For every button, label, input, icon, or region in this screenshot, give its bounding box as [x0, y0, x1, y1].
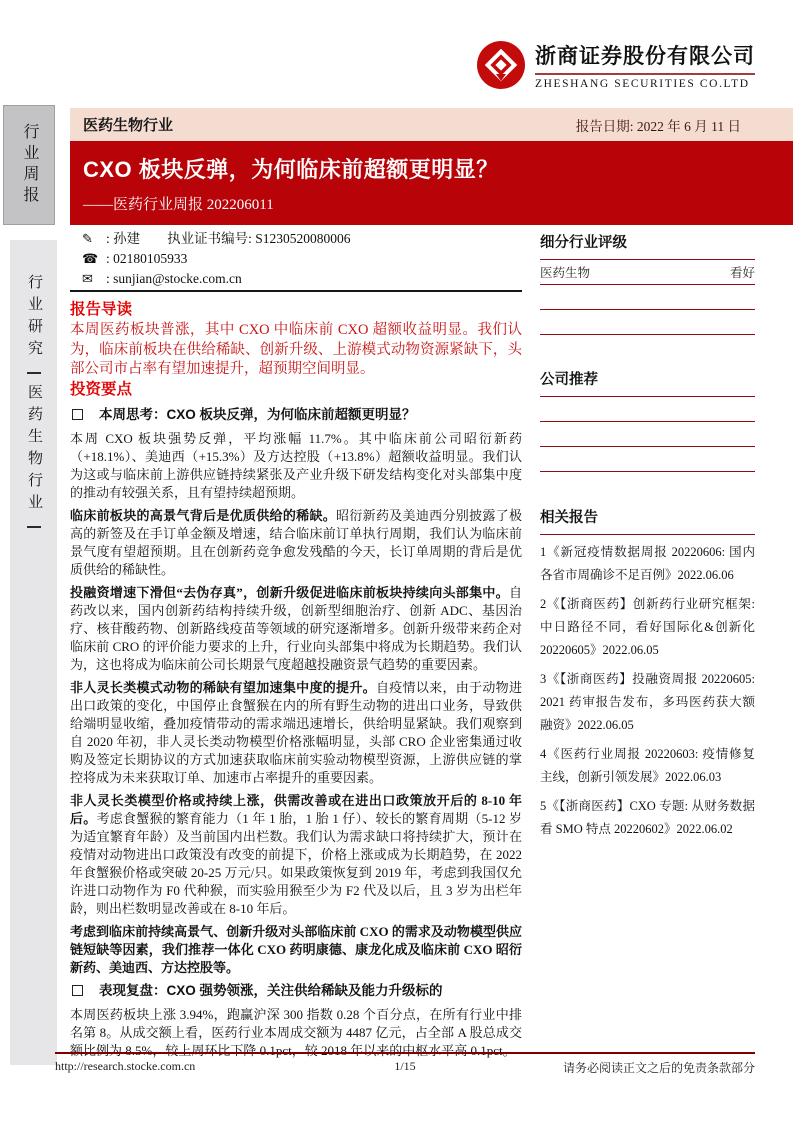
paragraph-lead-bold: 临床前板块的高景气背后是优质供给的稀缺。 [70, 508, 337, 523]
paragraph-rest: 自疫情以来，由于动物进出口政策的变化，中国停止食蟹猴在内的所有野生动物的进出口业务，导致供给端明显收缩，叠加疫情带动的需求端迅速增长，供给明显紧缺。我们观察到自 2020 年初，非人灵长类动物模型价格涨幅明显，头部 CRO 企业密集通过收购及签定长期协议的方式加速获取临床前实验动物模型资源，上游供应链的掌控将成为未来获取订单、加速市占率提升的重要因素。 [70, 680, 522, 785]
zheshang-logo-icon [477, 41, 525, 89]
main-body [70, 381, 522, 1065]
related-report-link[interactable]: 3《【浙商医药】投融资周报 20220605: 2021 药审报告发布，多玛医药获大额融资》2022.06.05 [540, 672, 755, 732]
divider-line [70, 290, 522, 292]
analyst-email[interactable]: : sunjian@stocke.com.cn [106, 271, 242, 286]
paragraph-primate-price [70, 792, 522, 918]
analyst-phone-row [82, 249, 351, 269]
paragraph-funding-upgrade [70, 584, 522, 674]
footer-disclaimer: 请务必阅读正文之后的免责条款部分 [562, 1061, 755, 1075]
section-title-text: 表现复盘：CXO 强势领涨，关注供给稀缺及能力升级标的 [99, 983, 443, 998]
section-title-weekly-thoughts [70, 406, 522, 424]
related-report-link[interactable]: 4《医药行业周报 20220603: 疫情修复主线，创新引领发展》2022.06.03 [540, 747, 755, 784]
sidebar-report-type-badge [3, 105, 55, 225]
rating-row [540, 260, 755, 285]
subindustry-rating-heading: 细分行业评级 [540, 231, 755, 260]
mail-icon: ✉ [82, 271, 93, 286]
paragraph-lead-bold: 非人灵长类模式动物的稀缺有望加速集中度的提升。 [70, 680, 376, 695]
paragraph-rest: 考虑食蟹猴的繁育能力（1 年 1 胎，1 胎 1 仔）、较长的繁育周期（5-12 岁为适宜繁育年龄）及当前国内出栏数。我们认为需求缺口将持续扩大，预计在疫情对动物进出口政策没有改变的前提下，价格上涨或成为长期趋势，在 2022 年食蟹猴价格或突破 20-25 万元/只。如果政策恢复到 2019 年，考虑到我国仅允许进口动物作为 F0 代种猴，而实验用猴至少为 F2 代及以后，且 3 岁为出栏年龄，则出栏数明显改善或在 8-10 年后。 [70, 811, 522, 916]
rating-row-empty [540, 285, 755, 310]
logo-text [535, 40, 755, 90]
paragraph-market-performance: 本周医药板块上涨 3.94%，跑赢沪深 300 指数 0.28 个百分点，在所有行业中排名第 8。从成交额上看，医药行业本周成交额为 4487 亿元，占全部 A 股总成交额比例为 8.5%，较上周环比下降 0.1pct，较 2018 年以来的中枢水平高 0.1pct。 [70, 1007, 522, 1058]
keypoints-heading: 投资要点 [70, 381, 133, 398]
recommend-row-empty [540, 422, 755, 447]
vertical-divider [27, 526, 41, 528]
bullet-square-icon [72, 409, 83, 420]
section-title-text: 本周思考：CXO 板块反弹，为何临床前超额更明显？ [99, 407, 416, 422]
related-report-link[interactable]: 5《【浙商医药】CXO 专题: 从财务数据看 SMO 特点 20220602》2022.06.02 [540, 799, 755, 836]
bullet-square-icon [72, 985, 83, 996]
rating-value: 看好 [729, 266, 755, 280]
related-report-link[interactable]: 1《新冠疫情数据周报 20220606: 国内各省市周确诊不足百例》2022.06.06 [540, 545, 755, 582]
report-title: CXO 板块反弹，为何临床前超额更明显？ [83, 157, 499, 182]
analyst-name-and-cert: : 孙建 执业证书编号: S1230520080006 [106, 231, 351, 246]
analyst-name-row [82, 229, 351, 249]
paragraph-cxo-rebound: 本周 CXO 板块强势反弹，平均涨幅 11.7%。其中临床前公司昭衍新药（+18.1%）、美迪西（+15.3%）及方达控股（+13.8%）超额收益明显。我们认为这或与临床前上游供应链持续紧张及产业升级下研发结构变化对头部集中度的推动有较强关系，且有望持续超预期。 [70, 431, 522, 500]
lead-heading: 报告导读 [70, 301, 133, 318]
report-date: 报告日期: 2022 年 6 月 11 日 [575, 118, 741, 134]
paragraph-primate-scarcity [70, 679, 522, 787]
company-recommendation-heading: 公司推荐 [540, 368, 755, 397]
related-reports-heading: 相关报告 [540, 506, 755, 535]
footer-divider-line [55, 1052, 755, 1054]
paragraph-supply-scarcity [70, 507, 522, 579]
rating-industry-name: 医药生物 [540, 266, 591, 280]
paragraph-rest: 昭衍新药及美迪西分别披露了极高的新签及在手订单金额及增速，结合临床前订单执行周期，我们认为临床前景气度有望超预期。且在创新药竞争愈发残酷的今天，长订单周期的背后是优质供给的稀缺性。 [70, 508, 522, 577]
analyst-email-row [82, 269, 351, 289]
title-banner [70, 141, 793, 225]
sidebar-category-strip [10, 240, 57, 1065]
right-column [540, 231, 755, 841]
industry-band [70, 108, 793, 141]
sidebar-badge-label: 行业周报 [21, 123, 38, 207]
company-logo [477, 40, 755, 90]
paragraph-recommendation [70, 923, 522, 977]
recommend-row-empty [540, 397, 755, 422]
paragraph-rest: 自药改以来，国内创新药结构持续升级，创新型细胞治疗、创新 ADC、基因治疗、核苷酸药物、创新路线疫苗等领域的研究逐渐增多。创新升级带来药企对临床前 CRO 的评价能力要求的上升，行业向头部集中将成为长期趋势。我们认为，这也将成为临床前公司长期景气度超越投融资景气趋势的重要因素。 [70, 585, 522, 672]
rating-row-empty [540, 310, 755, 335]
report-subtitle: ——医药行业周报 202206011 [83, 197, 274, 213]
sidebar-research-label: 行业研究 [26, 274, 42, 362]
paragraph-all-bold: 考虑到临床前持续高景气、创新升级对头部临床前 CXO 的需求及动物模型供应链短缺等因素，我们推荐一体化 CXO 药明康德、康龙化成及临床前 CXO 昭衍新药、美迪西、方达控股等。 [70, 924, 522, 975]
lead-text: 本周医药板块普涨，其中 CXO 中临床前 CXO 超额收益明显。我们认为，临床前板块在供给稀缺、创新升级、上游模式动物资源紧缺下，头部公司市占率有望加速提升，超预期空间明显。 [70, 322, 522, 377]
related-report-link[interactable]: 2《【浙商医药】创新药行业研究框架: 中日路径不同，看好国际化&创新化 20220605》2022.06.05 [540, 597, 755, 657]
paragraph-lead-bold: 非人灵长类模型价格或持续上涨，供需改善或在进出口政策放开后的 8-10 年后。 [70, 793, 522, 826]
phone-icon: ☎ [82, 251, 99, 266]
analyst-phone: : 02180105933 [106, 251, 188, 266]
recommend-row-empty [540, 447, 755, 472]
footer-research-url[interactable]: http://research.stocke.com.cn [55, 1059, 196, 1073]
sidebar-industry-label: 医药生物行业 [26, 384, 42, 516]
section-title-performance-review [70, 982, 522, 1000]
paragraph-lead-bold: 投融资增速下滑但“去伪存真”，创新升级促进临床前板块持续向头部集中。 [70, 585, 509, 600]
company-name-cn: 浙商证券股份有限公司 [535, 40, 755, 75]
vertical-divider [27, 372, 41, 374]
pencil-icon: ✎ [82, 231, 93, 246]
analyst-info [82, 229, 351, 289]
footer-page-number: 1/15 [394, 1059, 416, 1073]
company-name-en: ZHESHANG SECURITIES CO.LTD [535, 78, 750, 90]
industry-label: 医药生物行业 [83, 117, 174, 134]
footer [55, 1059, 755, 1076]
